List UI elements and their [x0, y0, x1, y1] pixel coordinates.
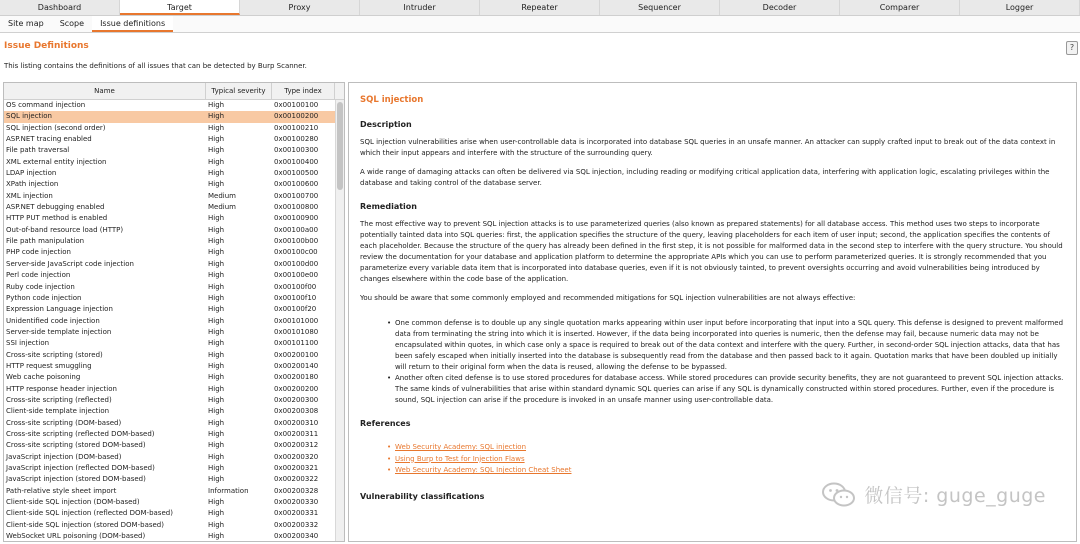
severity-cell: High [208, 339, 225, 348]
severity-cell: High [208, 112, 225, 121]
tab-issue-definitions[interactable]: Issue definitions [92, 16, 173, 32]
references-heading: References [360, 419, 411, 428]
issue-name-cell: SSI injection [6, 339, 50, 348]
page-title: Issue Definitions [4, 41, 89, 51]
severity-cell: High [208, 282, 225, 291]
type-index-cell: 0x00200300 [274, 395, 319, 404]
severity-cell: High [208, 169, 225, 178]
issue-name-cell: Ruby code injection [6, 282, 75, 291]
issue-list-panel [3, 82, 345, 542]
issue-name-cell: JavaScript injection (DOM-based) [6, 452, 122, 461]
reference-link[interactable]: Web Security Academy: SQL Injection Cheat Sheet [395, 466, 572, 474]
table-row[interactable] [4, 111, 336, 122]
issue-table-body [4, 100, 336, 542]
type-index-cell: 0x00100c00 [274, 248, 318, 257]
type-index-cell: 0x00200322 [274, 475, 319, 484]
severity-cell: Information [208, 486, 249, 495]
issue-name-cell: HTTP request smuggling [6, 361, 92, 370]
type-index-cell: 0x00100200 [274, 112, 319, 121]
reference-item [360, 454, 1066, 466]
tab-scope[interactable]: Scope [59, 19, 85, 28]
table-row[interactable] [4, 361, 336, 372]
mitigation-item: • One common defense is to double up any single quotation marks appearing within user input before incorporating that input into a SQL query. This defense is designed to prevent malformed data from terminating the string into which it is inserted. However, if the data being incorporated into queries is numeric, then the defense may fail, because numeric data may not be encapsulated within quotes, in which case only a space is required to break out of the data context and interfere with the query. Further, in second-order SQL injection attacks, data that has been safely escaped when initially inserted into the database is subsequently read from the database and then passed back to it again. Quotation marks that have been doubled up initially will return to their original form when the data is reused, allowing the defense to be bypassed. [360, 318, 1066, 373]
issue-name-cell: PHP code injection [6, 248, 71, 257]
issue-name-cell: OS command injection [6, 101, 86, 109]
issue-name-cell: JavaScript injection (reflected DOM-based) [6, 464, 155, 472]
severity-cell: High [208, 498, 225, 507]
severity-cell: High [208, 237, 225, 246]
mitigation-item: • Another often cited defense is to use stored procedures for database access. While stored procedures can provide security benefits, they are not guaranteed to prevent SQL injection attacks. The same kinds of vulnerabilities that arise within standard dynamic SQL queries can arise if any SQL is dynamically constructed within stored procedures. Further, even if the procedure is sound, SQL injection can arise if the procedure is invoked in an unsafe manner using user-controllable data. [360, 373, 1066, 406]
tab-logger[interactable]: Logger [960, 0, 1080, 15]
severity-cell: High [208, 293, 225, 302]
type-index-cell: 0x00100280 [274, 135, 319, 144]
severity-cell: High [208, 407, 225, 416]
type-index-cell: 0x00100f20 [274, 305, 317, 314]
column-header-name[interactable]: Name [4, 83, 206, 99]
references-list [360, 442, 1066, 477]
table-row[interactable] [4, 508, 336, 519]
severity-cell: High [208, 157, 225, 166]
issue-name-cell: Client-side SQL injection (reflected DOM-based) [6, 509, 173, 518]
remediation-heading: Remediation [360, 202, 417, 211]
table-row[interactable] [4, 225, 336, 236]
list-scrollbar-thumb[interactable] [337, 102, 343, 190]
table-row[interactable] [4, 497, 336, 508]
type-index-cell: 0x00100800 [274, 203, 319, 212]
severity-cell: High [208, 259, 225, 268]
issue-title: SQL injection [360, 95, 424, 105]
issue-name-cell: Client-side template injection [6, 407, 110, 416]
issue-name-cell: Cross-site scripting (DOM-based) [6, 418, 122, 427]
type-index-cell: 0x00200330 [274, 498, 319, 507]
table-row[interactable] [4, 384, 336, 395]
table-row[interactable] [4, 293, 336, 304]
description-paragraph-2: A wide range of damaging attacks can often be delivered via SQL injection, including reading or modifying critical application data, interfering with application logic, escalating privileges within the database and taking control of the database server. [360, 168, 1050, 187]
type-index-cell: 0x00200331 [274, 509, 319, 518]
severity-cell: High [208, 475, 225, 484]
type-index-cell: 0x00200200 [274, 384, 319, 393]
table-row[interactable] [4, 440, 336, 451]
tab-dashboard[interactable]: Dashboard [0, 0, 120, 15]
table-row[interactable] [4, 134, 336, 145]
type-index-cell: 0x00100600 [274, 180, 319, 189]
table-row[interactable] [4, 350, 336, 361]
issue-name-cell: SQL injection (second order) [6, 123, 106, 132]
type-index-cell: 0x00100100 [274, 101, 319, 109]
reference-item [360, 442, 1066, 454]
table-row[interactable] [4, 236, 336, 247]
issue-name-cell: Python code injection [6, 293, 82, 302]
table-row[interactable] [4, 100, 336, 111]
issue-name-cell: XPath injection [6, 180, 59, 189]
column-header-type-index[interactable]: Type index [272, 83, 335, 99]
tab-intruder[interactable]: Intruder [360, 0, 480, 15]
issue-name-cell: HTTP response header injection [6, 384, 117, 393]
table-row[interactable] [4, 520, 336, 531]
tab-repeater[interactable]: Repeater [480, 0, 600, 15]
issue-name-cell: XML external entity injection [6, 157, 107, 166]
severity-cell: High [208, 248, 225, 257]
remediation-paragraph-2: You should be aware that some commonly employed and recommended mitigations for SQL injection vulnerabilities are not always effective: [360, 294, 856, 302]
type-index-cell: 0x00101080 [274, 327, 319, 336]
reference-link[interactable]: Using Burp to Test for Injection Flaws [395, 454, 525, 463]
type-index-cell: 0x00101000 [274, 316, 319, 325]
issue-name-cell: Perl code injection [6, 271, 71, 280]
issue-name-cell: Server-side template injection [6, 327, 112, 336]
issue-name-cell: LDAP injection [6, 169, 57, 178]
issue-name-cell: ASP.NET tracing enabled [6, 135, 92, 144]
tab-site-map[interactable]: Site map [8, 19, 44, 28]
severity-cell: High [208, 327, 225, 336]
table-row[interactable] [4, 327, 336, 338]
type-index-cell: 0x00100e00 [274, 271, 319, 280]
type-index-cell: 0x00200310 [274, 418, 319, 427]
severity-cell: High [208, 180, 225, 189]
severity-cell: High [208, 271, 225, 280]
severity-cell: High [208, 452, 225, 461]
type-index-cell: 0x00100a00 [274, 225, 319, 234]
severity-cell: High [208, 373, 225, 382]
severity-cell: High [208, 429, 225, 438]
type-index-cell: 0x00200311 [274, 429, 319, 438]
mitigation-list [360, 318, 1066, 406]
table-row[interactable] [4, 123, 336, 134]
classifications-heading: Vulnerability classifications [360, 491, 485, 501]
tab-target[interactable]: Target [120, 0, 240, 15]
issue-name-cell: WebSocket URL poisoning (DOM-based) [6, 532, 146, 541]
issue-name-cell: Cross-site scripting (reflected) [6, 395, 112, 404]
issue-name-cell: Web cache poisoning [6, 373, 81, 382]
wechat-icon [822, 482, 856, 508]
issue-name-cell: Cross-site scripting (reflected DOM-based) [6, 429, 155, 438]
type-index-cell: 0x00100400 [274, 157, 319, 166]
remediation-paragraph-1: The most effective way to prevent SQL injection attacks is to use parameterized queries (also known as prepared statements) for all database access. This method uses two steps to incorporate potentially tainted data into SQL queries: first, the application specifies the structure of the query, leaving placeholders for each item of user input; second, the application specifies the contents of each placeholder. Because the structure of the query has already been defined in the first step, it is not possible for malformed data in the second step to interfere with the query structure. You should review the documentation for your database and application platform to determine the appropriate APIs which you can use to perform parameterized queries. It is strongly recommended that you parameterize every variable data item that is incorporated into database queries, even if it is not obviously tainted, to prevent oversights occurring and avoid vulnerabilities being introduced by changes elsewhere within the code base of the application. [360, 220, 1063, 283]
sub-tab-bar [0, 16, 1080, 33]
type-index-cell: 0x00200100 [274, 350, 319, 359]
issue-table-header [4, 83, 344, 100]
tab-sequencer[interactable]: Sequencer [600, 0, 720, 15]
reference-item [360, 465, 1066, 477]
table-row[interactable] [4, 157, 336, 168]
issue-name-cell: Cross-site scripting (stored DOM-based) [6, 441, 146, 450]
issue-name-cell: HTTP PUT method is enabled [6, 214, 108, 223]
table-row[interactable] [4, 202, 336, 213]
tab-decoder[interactable]: Decoder [720, 0, 840, 15]
list-scrollbar[interactable] [335, 100, 344, 541]
issue-name-cell: Client-side SQL injection (stored DOM-based) [6, 520, 164, 529]
severity-cell: High [208, 418, 225, 427]
table-row[interactable] [4, 452, 336, 463]
table-row[interactable] [4, 338, 336, 349]
issue-name-cell: XML injection [6, 191, 53, 200]
tab-proxy[interactable]: Proxy [240, 0, 360, 15]
severity-cell: High [208, 532, 225, 541]
table-row[interactable] [4, 429, 336, 440]
severity-cell: Medium [208, 191, 236, 200]
description-heading: Description [360, 120, 412, 129]
severity-cell: High [208, 520, 225, 529]
issue-name-cell: Client-side SQL injection (DOM-based) [6, 498, 140, 507]
issue-name-cell: Expression Language injection [6, 305, 113, 314]
severity-cell: High [208, 225, 225, 234]
page-description: This listing contains the definitions of all issues that can be detected by Burp Scanner. [4, 62, 307, 70]
type-index-cell: 0x00200328 [274, 486, 319, 495]
table-row[interactable] [4, 418, 336, 429]
help-icon[interactable]: ? [1066, 41, 1078, 55]
table-row[interactable] [4, 213, 336, 224]
issue-name-cell: JavaScript injection (stored DOM-based) [6, 475, 146, 484]
type-index-cell: 0x00100b00 [274, 237, 319, 246]
table-row[interactable] [4, 145, 336, 156]
severity-cell: High [208, 350, 225, 359]
issue-name-cell: Out-of-band resource load (HTTP) [6, 225, 124, 234]
column-header-severity[interactable]: Typical severity [206, 83, 272, 99]
table-row[interactable] [4, 168, 336, 179]
table-row[interactable] [4, 486, 336, 497]
severity-cell: High [208, 214, 225, 223]
watermark [822, 481, 1046, 508]
severity-cell: High [208, 395, 225, 404]
table-row[interactable] [4, 395, 336, 406]
table-row[interactable] [4, 406, 336, 417]
table-row[interactable] [4, 463, 336, 474]
type-index-cell: 0x00100210 [274, 123, 319, 132]
severity-cell: High [208, 123, 225, 132]
table-row[interactable] [4, 179, 336, 190]
severity-cell: High [208, 135, 225, 144]
type-index-cell: 0x00100d00 [274, 259, 319, 268]
type-index-cell: 0x00200180 [274, 373, 319, 382]
issue-name-cell: File path manipulation [6, 237, 85, 246]
type-index-cell: 0x00100300 [274, 146, 319, 155]
type-index-cell: 0x00200332 [274, 520, 319, 529]
table-row[interactable] [4, 372, 336, 383]
type-index-cell: 0x00100f10 [274, 293, 317, 302]
severity-cell: High [208, 316, 225, 325]
issue-detail-panel [348, 82, 1077, 542]
table-row[interactable] [4, 282, 336, 293]
severity-cell: High [208, 361, 225, 370]
type-index-cell: 0x00100f00 [274, 282, 317, 291]
table-row[interactable] [4, 316, 336, 327]
severity-cell: High [208, 384, 225, 393]
type-index-cell: 0x00200340 [274, 532, 319, 541]
issue-name-cell: Unidentified code injection [6, 316, 100, 325]
watermark-text: 微信号: guge_guge [864, 485, 1046, 507]
type-index-cell: 0x00200140 [274, 361, 319, 370]
type-index-cell: 0x00100500 [274, 169, 319, 178]
severity-cell: High [208, 101, 225, 109]
type-index-cell: 0x00101100 [274, 339, 319, 348]
description-paragraph-1: SQL injection vulnerabilities arise when user-controllable data is incorporated into database SQL queries in an unsafe manner. An attacker can supply crafted input to break out of the data context in which their input appears and interfere with the structure of the surrounding query. [360, 138, 1056, 157]
severity-cell: High [208, 464, 225, 472]
top-tab-bar [0, 0, 1080, 16]
type-index-cell: 0x00200320 [274, 452, 319, 461]
issue-name-cell: SQL injection [6, 112, 52, 121]
issue-name-cell: Path-relative style sheet import [6, 486, 117, 495]
table-row[interactable] [4, 259, 336, 270]
type-index-cell: 0x00100700 [274, 191, 319, 200]
tab-comparer[interactable]: Comparer [840, 0, 960, 15]
issue-name-cell: File path traversal [6, 146, 70, 155]
type-index-cell: 0x00100900 [274, 214, 319, 223]
type-index-cell: 0x00200321 [274, 464, 319, 472]
severity-cell: High [208, 441, 225, 450]
severity-cell: High [208, 146, 225, 155]
table-row[interactable] [4, 270, 336, 281]
issue-name-cell: Server-side JavaScript code injection [6, 259, 134, 268]
table-row[interactable] [4, 474, 336, 485]
table-row[interactable] [4, 247, 336, 258]
severity-cell: High [208, 305, 225, 314]
table-row[interactable] [4, 304, 336, 315]
type-index-cell: 0x00200312 [274, 441, 319, 450]
severity-cell: High [208, 509, 225, 518]
issue-name-cell: Cross-site scripting (stored) [6, 350, 103, 359]
severity-cell: Medium [208, 203, 236, 212]
issue-name-cell: ASP.NET debugging enabled [6, 203, 105, 212]
table-row[interactable] [4, 531, 336, 542]
table-row[interactable] [4, 191, 336, 202]
reference-link[interactable]: Web Security Academy: SQL injection [395, 443, 527, 451]
type-index-cell: 0x00200308 [274, 407, 319, 416]
